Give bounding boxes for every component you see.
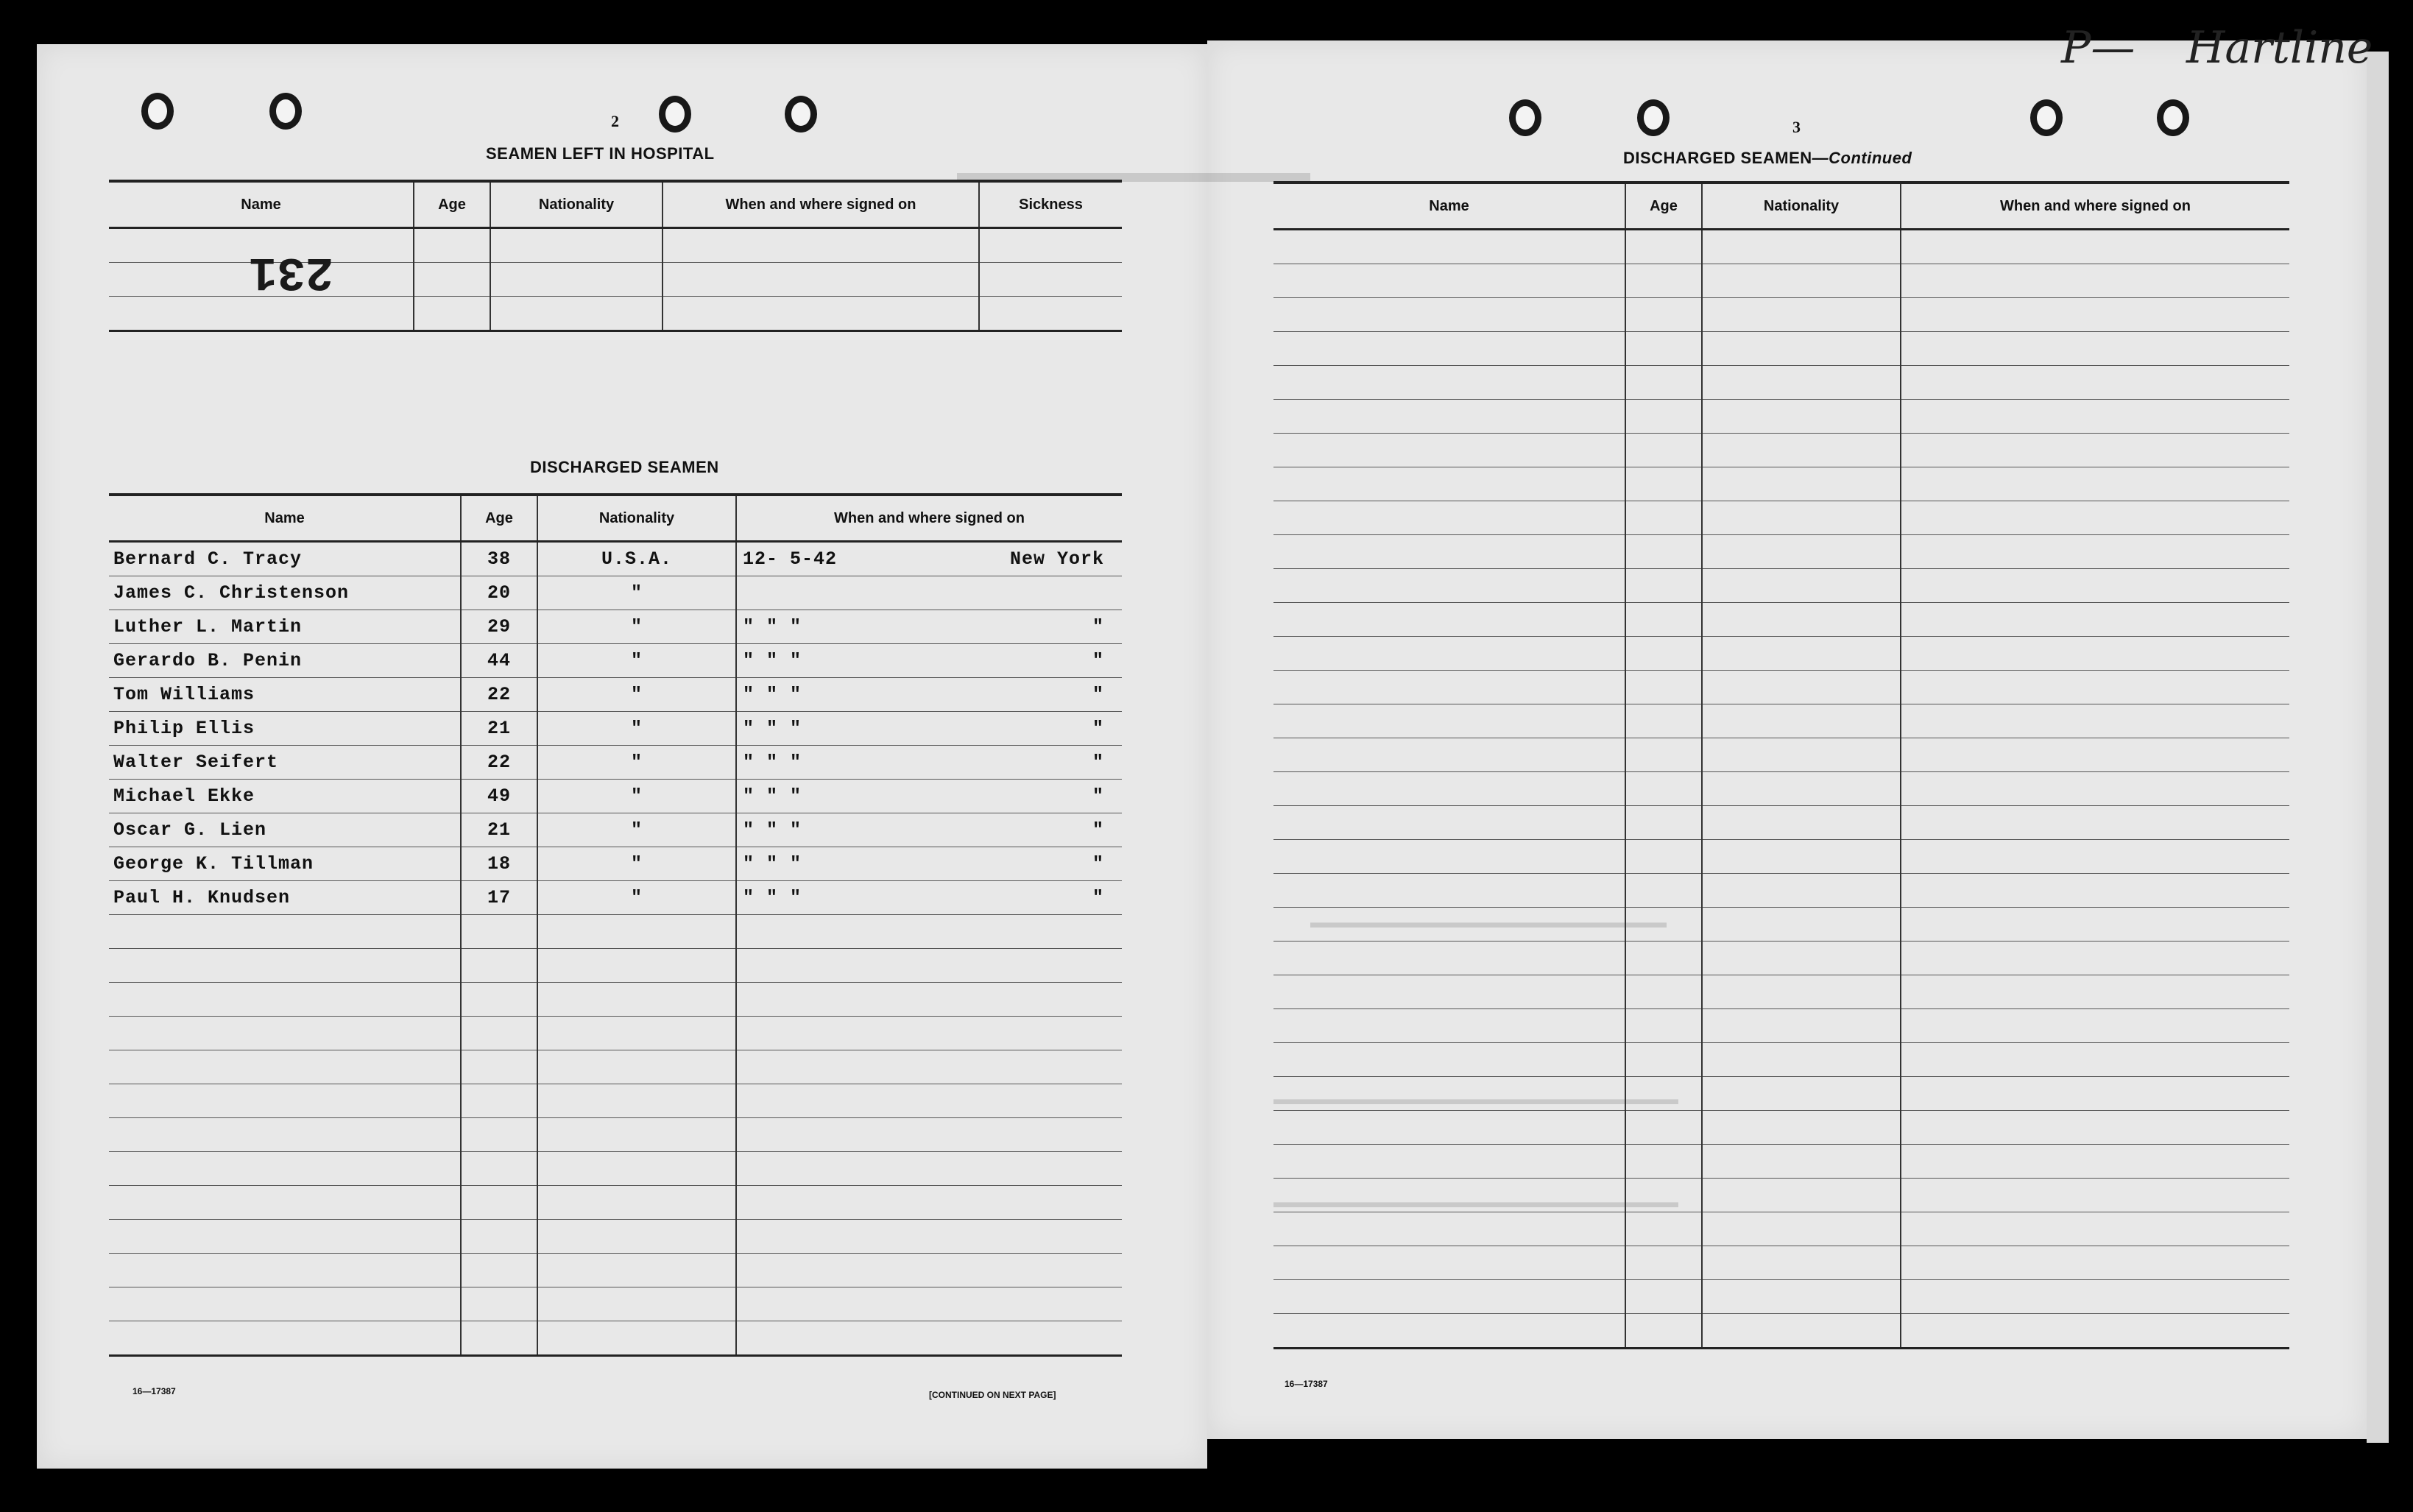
- punch-hole: [785, 96, 817, 133]
- signed-on-cell: [736, 746, 1122, 780]
- seaman-nationality: ": [537, 712, 736, 746]
- signed-on-cell: [736, 881, 1122, 915]
- signed-on-date: " " ": [743, 752, 802, 773]
- seaman-name: George K. Tillman: [109, 847, 461, 881]
- signed-on-cell: [736, 644, 1122, 678]
- seaman-age: 21: [461, 712, 537, 746]
- table-row: [109, 297, 1122, 331]
- column-header-nationality: Nationality: [490, 181, 663, 228]
- column-header-age: Age: [1625, 183, 1702, 230]
- signed-on-cell: [736, 542, 1122, 576]
- table-row: [1273, 1009, 2289, 1043]
- punch-hole: [659, 96, 691, 133]
- table-row: [1273, 772, 2289, 806]
- table-row: [1273, 1077, 2289, 1111]
- seaman-nationality: ": [537, 678, 736, 712]
- column-header-name: Name: [109, 181, 414, 228]
- seaman-name: Michael Ekke: [109, 780, 461, 813]
- page-edge: [2367, 52, 2389, 1443]
- signed-on-date: " " ": [743, 887, 802, 908]
- continued-note: [CONTINUED ON NEXT PAGE]: [929, 1390, 1056, 1400]
- seaman-age: 17: [461, 881, 537, 915]
- signed-on-cell: [736, 712, 1122, 746]
- table-row: [109, 678, 1122, 712]
- seaman-nationality: ": [537, 610, 736, 644]
- table-row: [1273, 738, 2289, 772]
- seaman-name: James C. Christenson: [109, 576, 461, 610]
- table-row: [1273, 264, 2289, 298]
- table-row: [109, 1118, 1122, 1152]
- signed-on-cell: [736, 678, 1122, 712]
- column-header-sickness: Sickness: [979, 181, 1122, 228]
- discharged-section-title: DISCHARGED SEAMEN: [530, 458, 719, 476]
- table-row: [109, 610, 1122, 644]
- table-row: [1273, 704, 2289, 738]
- signed-on-cell: [736, 780, 1122, 813]
- form-number: 16—17387: [133, 1386, 176, 1396]
- table-row: [1273, 1280, 2289, 1314]
- table-row: [109, 780, 1122, 813]
- table-row: [109, 847, 1122, 881]
- seaman-name: Bernard C. Tracy: [109, 542, 461, 576]
- punch-hole: [1637, 99, 1670, 136]
- table-row: [1273, 434, 2289, 467]
- signed-on-date: " " ": [743, 718, 802, 739]
- table-row: [109, 1321, 1122, 1356]
- seaman-age: 18: [461, 847, 537, 881]
- signed-on-place: New York: [1009, 548, 1104, 570]
- punch-hole: [1509, 99, 1541, 136]
- column-header-signed-on: When and where signed on: [1901, 183, 2289, 230]
- table-row: [109, 1254, 1122, 1287]
- seaman-nationality: ": [537, 746, 736, 780]
- signature-text: Hartline: [2186, 22, 2373, 74]
- signed-on-place: ": [1092, 718, 1104, 739]
- table-row: [109, 881, 1122, 915]
- handwritten-signature: P—: [2061, 22, 2135, 74]
- seaman-name: Tom Williams: [109, 678, 461, 712]
- seaman-age: 21: [461, 813, 537, 847]
- punch-hole: [269, 93, 302, 130]
- signed-on-place: ": [1092, 887, 1104, 908]
- table-row: [1273, 1043, 2289, 1077]
- seaman-age: 22: [461, 746, 537, 780]
- seaman-age: 44: [461, 644, 537, 678]
- seaman-name: Oscar G. Lien: [109, 813, 461, 847]
- table-row: [109, 983, 1122, 1017]
- signed-on-place: ": [1092, 684, 1104, 705]
- table-row: [1273, 230, 2289, 264]
- table-row: [109, 1084, 1122, 1118]
- table-row: [1273, 467, 2289, 501]
- signed-on-date: " " ": [743, 650, 802, 671]
- column-header-nationality: Nationality: [1702, 183, 1901, 230]
- column-header-signed-on: When and where signed on: [663, 181, 979, 228]
- table-row: [109, 915, 1122, 949]
- seaman-nationality: ": [537, 576, 736, 610]
- column-header-age: Age: [461, 495, 537, 542]
- table-row: [109, 542, 1122, 576]
- table-row: [109, 813, 1122, 847]
- table-row: [109, 1152, 1122, 1186]
- seaman-nationality: ": [537, 644, 736, 678]
- table-row: [109, 1220, 1122, 1254]
- seaman-age: 38: [461, 542, 537, 576]
- table-row: [1273, 501, 2289, 535]
- signed-on-place: ": [1092, 616, 1104, 637]
- column-header-name: Name: [109, 495, 461, 542]
- signed-on-place: ": [1092, 752, 1104, 773]
- table-row: [109, 576, 1122, 610]
- table-row: [109, 1017, 1122, 1050]
- table-row: [109, 712, 1122, 746]
- punch-hole: [2030, 99, 2063, 136]
- table-row: [1273, 908, 2289, 942]
- signed-on-cell: [736, 847, 1122, 881]
- seaman-name: Luther L. Martin: [109, 610, 461, 644]
- table-row: [1273, 569, 2289, 603]
- table-row: [1273, 874, 2289, 908]
- bleed-through-text: ▬▬▬▬▬▬▬▬▬▬▬▬▬▬▬▬▬▬▬▬▬▬▬▬▬: [1273, 1089, 1678, 1108]
- table-row: [1273, 400, 2289, 434]
- hospital-section-title: SEAMEN LEFT IN HOSPITAL: [486, 144, 715, 163]
- signed-on-place: ": [1092, 650, 1104, 671]
- table-row: [109, 1287, 1122, 1321]
- form-number: 16—17387: [1285, 1379, 1328, 1389]
- seaman-nationality: ": [537, 881, 736, 915]
- table-row: [1273, 671, 2289, 704]
- discharged-continued-table: [1273, 181, 2289, 1349]
- table-row: [1273, 298, 2289, 332]
- seaman-age: 29: [461, 610, 537, 644]
- column-header-name: Name: [1273, 183, 1625, 230]
- stamp-number: 231: [249, 244, 334, 297]
- table-row: [109, 1186, 1122, 1220]
- table-row: [1273, 806, 2289, 840]
- table-row: [1273, 1179, 2289, 1212]
- seaman-nationality: ": [537, 780, 736, 813]
- punch-hole: [2157, 99, 2189, 136]
- signed-on-place: ": [1092, 785, 1104, 807]
- column-header-age: Age: [414, 181, 490, 228]
- signed-on-cell: [736, 610, 1122, 644]
- signed-on-place: ": [1092, 819, 1104, 841]
- table-row: [1273, 1314, 2289, 1349]
- signed-on-place: ": [1092, 853, 1104, 875]
- seaman-name: Philip Ellis: [109, 712, 461, 746]
- table-row: [109, 644, 1122, 678]
- signed-on-date: " " ": [743, 785, 802, 807]
- seaman-age: 22: [461, 678, 537, 712]
- section-title-main: DISCHARGED SEAMEN: [1623, 149, 1812, 167]
- seaman-name: Gerardo B. Penin: [109, 644, 461, 678]
- discharged-continued-title: [1623, 149, 1912, 168]
- bleed-through-text: ▬▬▬▬▬▬▬▬▬▬▬▬: [957, 166, 1310, 199]
- signed-on-cell: [736, 576, 1122, 610]
- bleed-through-text: ▬▬▬▬▬▬▬▬▬▬▬▬▬▬▬▬▬▬▬▬▬▬: [1310, 913, 1667, 931]
- page-number: 2: [611, 112, 619, 130]
- table-row: [109, 949, 1122, 983]
- seaman-nationality: ": [537, 847, 736, 881]
- punch-hole: [141, 93, 174, 130]
- signed-on-date: 12- 5-42: [743, 548, 838, 570]
- table-row: [1273, 1111, 2289, 1145]
- signed-on-date: " " ": [743, 616, 802, 637]
- column-header-nationality: Nationality: [537, 495, 736, 542]
- bleed-through-text: ▬▬▬▬▬▬▬▬▬▬▬▬▬▬▬▬▬▬▬▬▬▬▬▬▬: [1273, 1193, 1678, 1211]
- discharged-table: [109, 493, 1122, 1357]
- table-row: [1273, 1246, 2289, 1280]
- table-row: [1273, 332, 2289, 366]
- column-header-signed-on: When and where signed on: [736, 495, 1122, 542]
- seaman-nationality: ": [537, 813, 736, 847]
- table-row: [1273, 1145, 2289, 1179]
- table-row: [1273, 535, 2289, 569]
- table-row: [1273, 975, 2289, 1009]
- section-title-suffix: —Continued: [1812, 149, 1912, 167]
- table-row: [109, 746, 1122, 780]
- signed-on-date: " " ": [743, 819, 802, 841]
- seaman-nationality: U.S.A.: [537, 542, 736, 576]
- table-row: [1273, 637, 2289, 671]
- seaman-age: 20: [461, 576, 537, 610]
- signed-on-date: " " ": [743, 684, 802, 705]
- seaman-age: 49: [461, 780, 537, 813]
- signed-on-date: " " ": [743, 853, 802, 875]
- table-row: [1273, 1212, 2289, 1246]
- table-row: [1273, 942, 2289, 975]
- table-row: [109, 1050, 1122, 1084]
- seaman-name: Walter Seifert: [109, 746, 461, 780]
- table-row: [1273, 840, 2289, 874]
- table-row: [1273, 366, 2289, 400]
- table-row: [1273, 603, 2289, 637]
- seaman-name: Paul H. Knudsen: [109, 881, 461, 915]
- signed-on-cell: [736, 813, 1122, 847]
- page-number: 3: [1792, 118, 1801, 136]
